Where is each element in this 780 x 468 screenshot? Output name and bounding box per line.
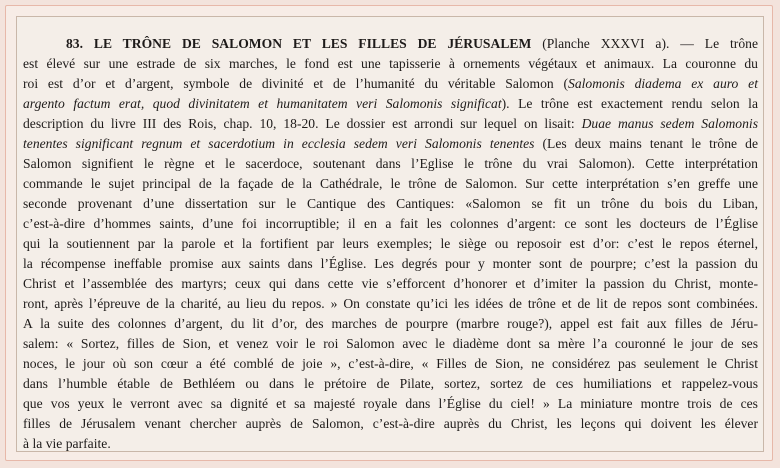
text-line-12: la récompense ineffable promise aux saints dans l’Église. Les degrés pour y monter sont de pourpre; c’est la passion du	[23, 256, 758, 271]
text-line-20: filles de Jérusalem venant chercher auprès de Salomon, c’est-à-dire auprès du Christ, les leçons qui doivent les élever	[23, 416, 758, 431]
text-line-07: Salomon signifient le règne et le sacerdoce, soutenant dans l’Eglise le trône du vrai Salomon). Cette interprétation	[23, 156, 758, 171]
text-line-13: Christ et l’assemblée des martyrs; ceux qui dans cette vie s’efforcent d’honorer et d’imiter la passion du Christ, monte-	[23, 276, 758, 291]
text-segment: (Les deux mains tenant le trône de	[534, 136, 758, 151]
text-line-19: que vos yeux le verront avec sa dignité et sa majesté royale dans l’Église du ciel! » La miniature montre trois de ces	[23, 396, 758, 411]
text-line-16: salem: « Sortez, filles de Sion, et venez voir le roi Salomon avec le diadème dont sa mère l’a couronné le jour de ses	[23, 336, 758, 351]
text-segment: roi est d’or et d’argent, symbole de divinité et de l’humanité du véritable Salomon (	[23, 76, 569, 91]
text-line-06	[23, 134, 758, 154]
text-line-18: dans l’humble étable de Bethléem ou dans le prétoire de Pilate, sortez, sortez de ces humiliations et rappelez-vous	[23, 376, 758, 391]
latin-quotation: tenentes significant regnum et sacerdotium in ecclesia sedem veri Salomonis tenentes	[23, 136, 535, 151]
text-line-10: c’est-à-dire d’hommes saints, d’une foi incorruptible; il en a fait les colonnes d’argent: ce sont les docteurs de l’Église	[23, 216, 758, 231]
plate-reference: (Planche XXXVI a). — Le trône	[531, 36, 758, 51]
latin-quotation: Duae manus sedem Salomonis	[581, 116, 759, 131]
text-line-11: qui la soutiennent par la parole et la fortifient par leurs exemples; le siège ou reposoir est d’or: c’est le repos éternel,	[23, 236, 758, 251]
entry-heading: 83. LE TRÔNE DE SALOMON ET LES FILLES DE JÉRUSALEM	[66, 36, 532, 51]
text-line-05	[23, 114, 758, 134]
text-line-15: A la suite des colonnes d’argent, du lit d’or, des marches de pourpre (marbre rouge?), appel est fait aux filles de Jéru-	[23, 316, 758, 331]
text-line-17: noces, le jour où son cœur a été comblé de joie », c’est-à-dire, « Filles de Sion, ne considérez pas seulement le Christ	[23, 356, 758, 371]
entry-83-text	[23, 34, 758, 454]
text-segment: ). Le trône est exactement rendu selon la	[501, 96, 758, 111]
latin-quotation: argento factum erat, quod divinitatem et humanitatem veri Salomonis significat	[23, 96, 502, 111]
text-line-21: à la vie parfaite.	[23, 436, 111, 451]
text-line-04	[23, 94, 758, 114]
text-line-03	[23, 74, 758, 94]
latin-quotation: Salomonis diadema ex auro et	[568, 76, 758, 91]
text-line-09: seconde provenant d’une dissertation sur le Cantique des Cantiques: «Salomon se fit un trône du bois du Liban,	[23, 196, 758, 211]
document-page	[16, 16, 764, 452]
text-line-08: commande le sujet principal de la façade de la Cathédrale, le trône de Salomon. Sur cette interprétation s’en greffe une	[23, 176, 758, 191]
text-segment: description du livre III des Rois, chap. 10, 18-20. Le dossier est arrondi sur lequel on lisait:	[23, 116, 582, 131]
text-line-14: ront, après l’épreuve de la charité, au lieu du repos. » On constate qu’ici les idées de trône et de lit de repos sont combinées.	[23, 296, 758, 311]
text-line-02: est élevé sur une estrade de six marches, le fond est une tapisserie à ornements végétaux et animaux. La couronne du	[23, 56, 758, 71]
text-line-01	[23, 34, 758, 54]
